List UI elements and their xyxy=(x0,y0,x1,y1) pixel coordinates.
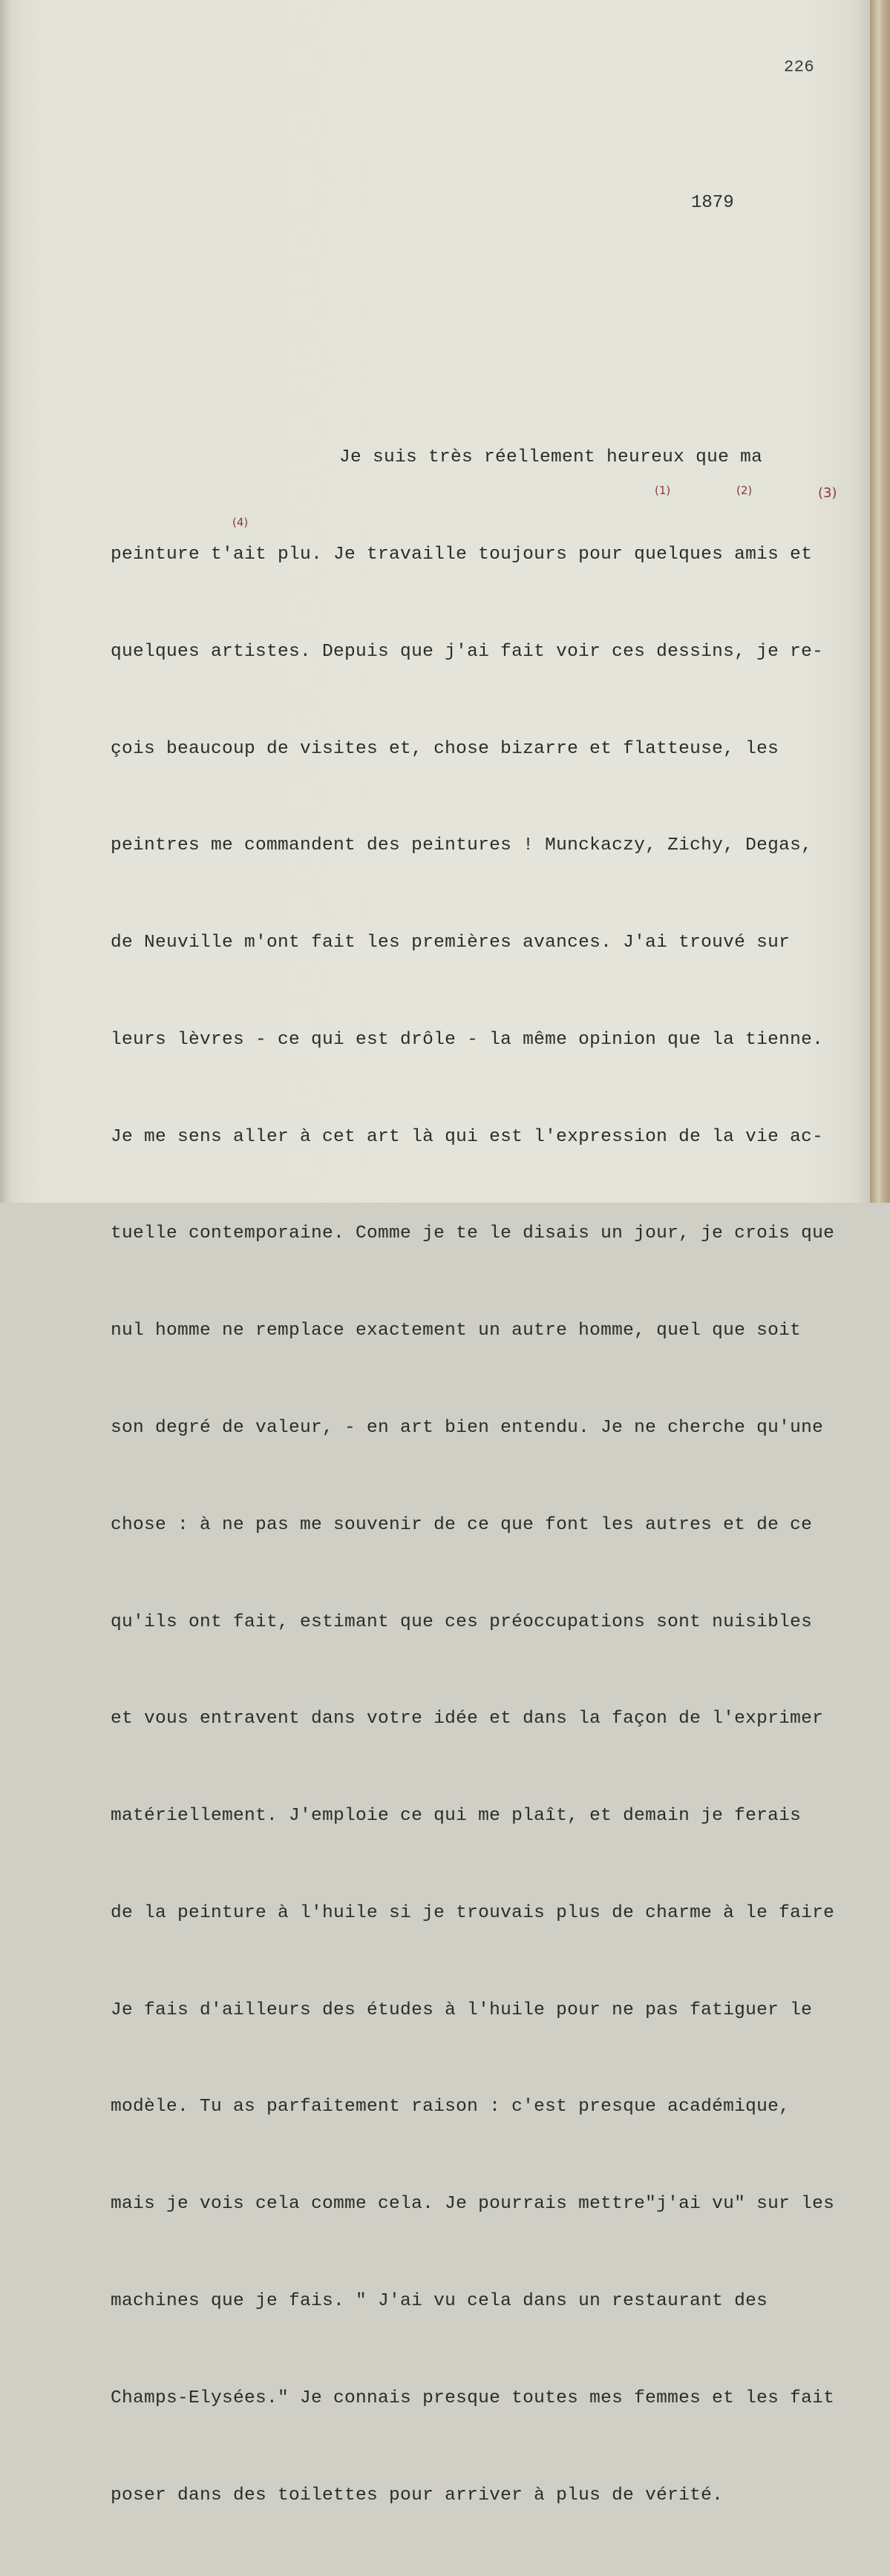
letter-body xyxy=(111,377,860,2576)
footnote-marker-2: (2) xyxy=(736,484,753,497)
text-line: qu'ils ont fait, estimant que ces préoccupations sont nuisibles xyxy=(111,1611,813,1632)
text-line: peintres me commandent des peintures ! Munckaczy, Zichy, Degas, xyxy=(111,835,813,856)
footnote-marker-4: (4) xyxy=(232,516,249,529)
text-line: de la peinture à l'huile si je trouvais plus de charme à le faire xyxy=(111,1902,835,1923)
letter-year-heading: 1879 xyxy=(691,193,734,213)
text-line: çois beaucoup de visites et, chose bizarre et flatteuse, les xyxy=(111,738,779,759)
text-line: leurs lèvres - ce qui est drôle - la même opinion que la tienne. xyxy=(111,1029,824,1050)
footnote-marker-3: (3) xyxy=(818,485,837,501)
page-number: 226 xyxy=(784,58,815,76)
text-line: machines que je fais. " J'ai vu cela dans un restaurant des xyxy=(111,2291,768,2312)
text-line: chose : à ne pas me souvenir de ce que font les autres et de ce xyxy=(111,1514,813,1535)
text-line: poser dans des toilettes pour arriver à plus de vérité. xyxy=(111,2485,724,2506)
text-line: modèle. Tu as parfaitement raison : c'est presque académique, xyxy=(111,2097,791,2117)
text-line: Je suis très réellement heureux que ma xyxy=(339,447,763,468)
text-line: de Neuville m'ont fait les premières avances. J'ai trouvé sur xyxy=(111,933,791,953)
text-line: Je me sens aller à cet art là qui est l'expression de la vie ac- xyxy=(111,1126,824,1147)
footnote-marker-1: (1) xyxy=(655,484,671,497)
text-line: Champs-Elysées." Je connais presque toutes mes femmes et les fait xyxy=(111,2388,835,2408)
text-line: matériellement. J'emploie ce qui me plaît, et demain je ferais xyxy=(111,1806,802,1827)
text-line: peinture t'ait plu. Je travaille toujours pour quelques amis et xyxy=(111,544,813,565)
book-spine-edge xyxy=(870,0,890,1203)
text-line: nul homme ne remplace exactement un autre homme, quel que soit xyxy=(111,1321,802,1341)
text-line: son degré de valeur, - en art bien entendu. Je ne cherche qu'une xyxy=(111,1418,824,1438)
text-line: tuelle contemporaine. Comme je te le disais un jour, je crois que xyxy=(111,1223,835,1244)
text-line: Je fais d'ailleurs des études à l'huile pour ne pas fatiguer le xyxy=(111,2000,813,2020)
text-line: quelques artistes. Depuis que j'ai fait voir ces dessins, je re- xyxy=(111,641,824,662)
text-line: mais je vois cela comme cela. Je pourrais mettre"j'ai vu" sur les xyxy=(111,2194,835,2215)
text-line: et vous entravent dans votre idée et dans la façon de l'exprimer xyxy=(111,1709,824,1729)
